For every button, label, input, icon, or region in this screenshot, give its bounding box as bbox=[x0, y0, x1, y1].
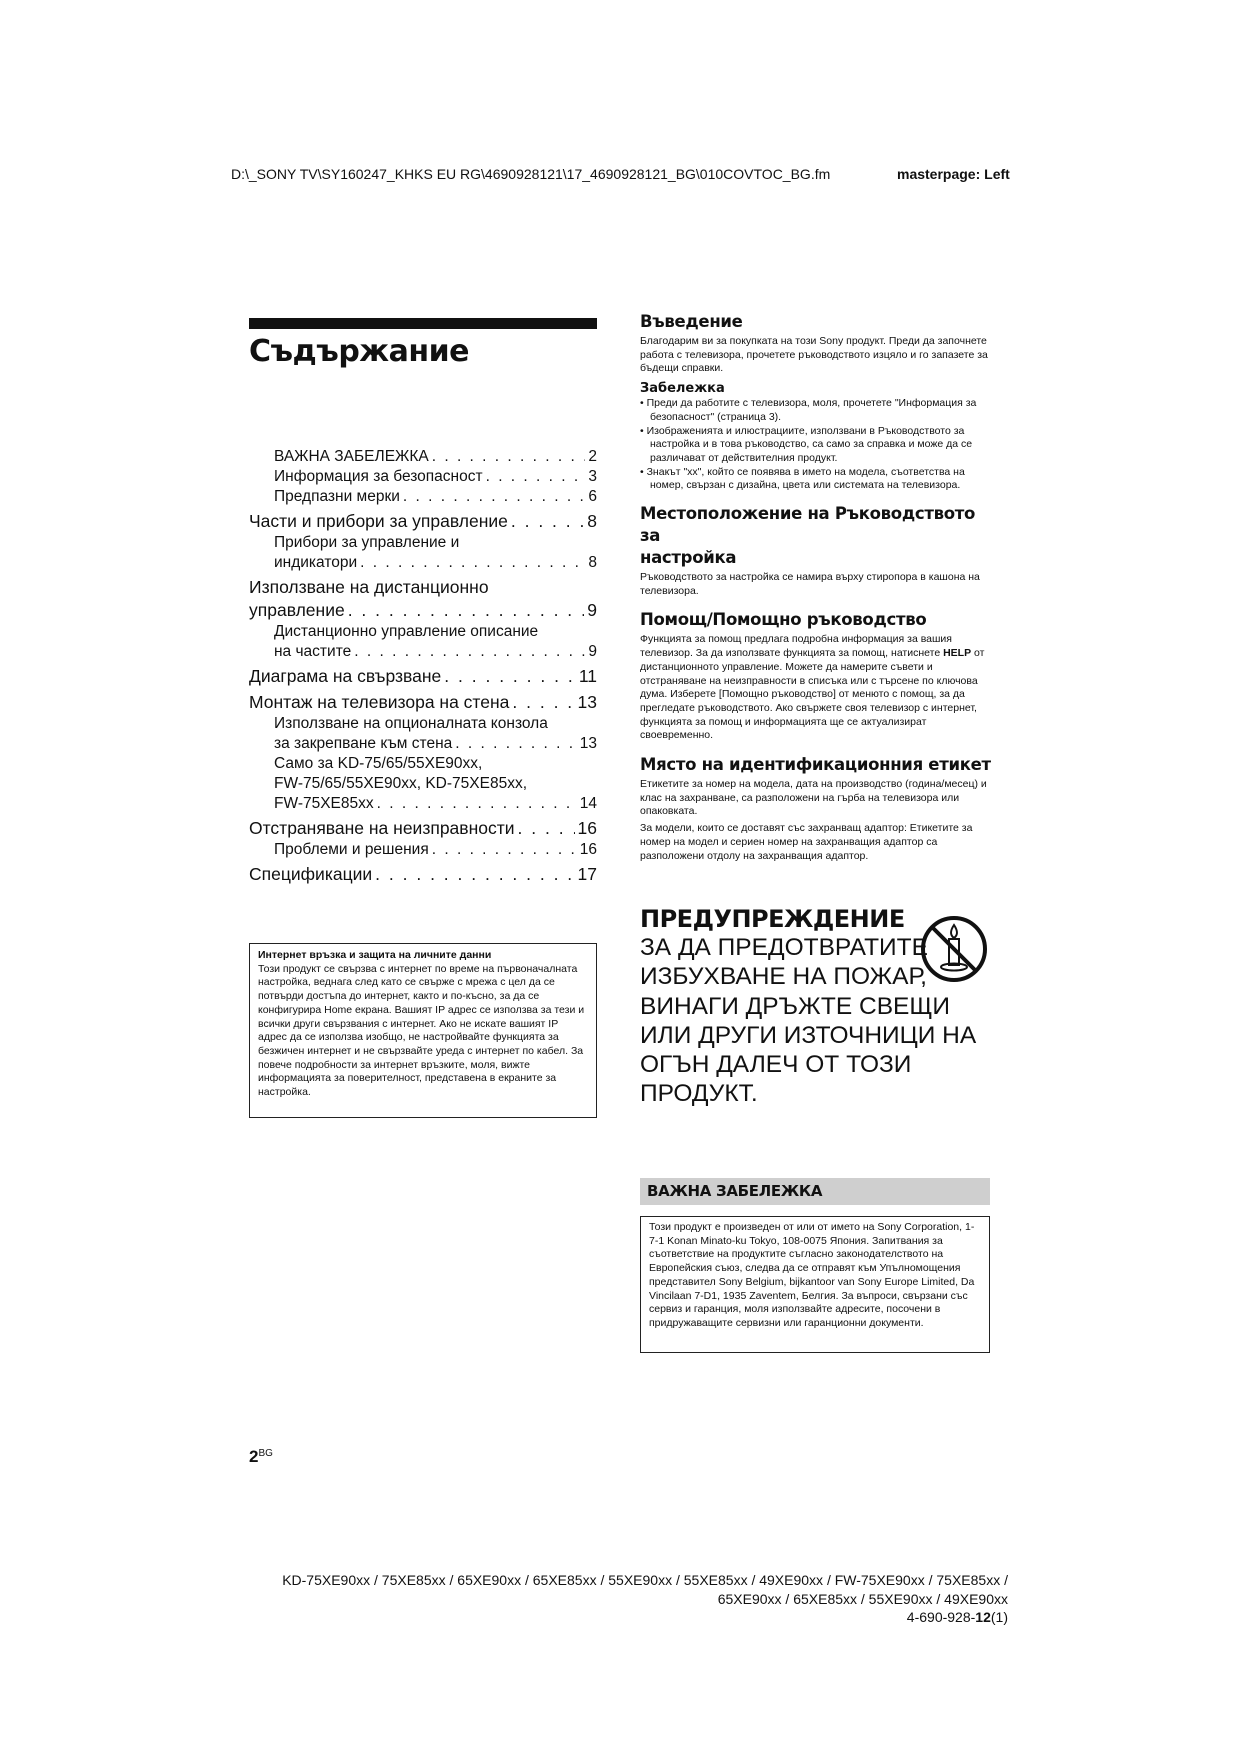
toc-entry[interactable]: Проблеми и решения . . . 16 bbox=[249, 840, 597, 860]
label-location-section bbox=[640, 754, 992, 863]
note-item: • Преди да работите с телевизора, моля, прочетете "Информация за безопасност" (страница 3). bbox=[640, 397, 977, 423]
toc-title: Съдържание bbox=[249, 334, 469, 369]
location-heading-line1: Местоположение на Ръководството за bbox=[640, 504, 976, 546]
toc-entry[interactable]: Информация за безопасност . . . 3 bbox=[249, 467, 597, 487]
label-heading: Място на идентификационния етикет bbox=[640, 755, 991, 775]
note-item: • Изображенията и илюстрациите, използвани в Ръководството за настройка и в това ръководство, са само за справка и може да се различават от действителния продукт. bbox=[640, 424, 973, 464]
important-notice-box bbox=[640, 1216, 990, 1353]
warning-title: ПРЕДУПРЕЖДЕНИЕ bbox=[640, 905, 905, 933]
toc-entry[interactable]: Спецификации . . . 17 bbox=[249, 863, 597, 886]
intro-heading: Въведение bbox=[640, 312, 743, 331]
location-body: Ръководството за настройка се намира върху стиропора в кашона на телевизора. bbox=[640, 571, 980, 597]
warning-body: ЗА ДА ПРЕДОТВРАТИТЕ ИЗБУХВАНЕ НА ПОЖАР, ВИНАГИ ДРЪЖТЕ СВЕЩИ ИЛИ ДРУГИ ИЗТОЧНИЦИ НА ОГЪН ДАЛЕЧ ОТ ТОЗИ ПРОДУКТ. bbox=[640, 934, 977, 1108]
toc-entry[interactable]: Дистанционно управление описание на частите . . . 9 bbox=[249, 622, 597, 662]
table-of-contents bbox=[249, 447, 597, 886]
masterpage-label: masterpage: Left bbox=[897, 166, 1010, 182]
notice-title: Интернет връзка и защита на личните данни bbox=[258, 949, 492, 961]
notice-body: Този продукт се свързва с интернет по време на първоначалната настройка, веднага след като се свърже с мрежа с цел да се потвърди достъпа до интернет, както и по-късно, за да се конфигурира Home екрана. Вашият IP адрес се използва за тези и всички други свързвания с интернет. Ако не искате вашият IP адрес да се използва изобщо, не настройвайте функцията за безжичен интернет и не свързвайте уреда с интернет по кабел. За повече подробности за интернет връзките, моля, вижте информацията за поверителност, представена в екраните за настройка. bbox=[258, 962, 585, 1099]
no-open-flame-icon bbox=[919, 914, 989, 984]
toc-entry[interactable]: Отстраняване на неизправности . . . 16 bbox=[249, 817, 597, 840]
toc-entry[interactable]: Използване на дистанционно управление . . . 9 bbox=[249, 576, 597, 622]
file-path-header: D:\_SONY TV\SY160247_KHKS EU RG\4690928121\17_4690928121_BG\010COVTOC_BG.fm bbox=[231, 166, 831, 182]
help-body: Функцията за помощ предлага подробна информация за вашия телевизор. За да използвате функцията за помощ, натиснете HELP от дистанционното управление. Можете да намерите съвети и отстраняване на неизправности в списъка или с търсене по ключова дума. Изберете [Помощно ръководство] от менюто с помощ, за да прегледате ръководството. Ако свържете своя телевизор с интернет, функцията за помощ и информацията ще се актуализират своевременно. bbox=[640, 633, 985, 742]
note-item: • Знакът "xx", който се появява в името на модела, съответства на номер, свързан с дизайна, цвета или системата на телевизора. bbox=[640, 465, 965, 492]
help-section bbox=[640, 609, 992, 743]
toc-entry[interactable]: ВАЖНА ЗАБЕЛЕЖКА . . . 2 bbox=[249, 447, 597, 467]
toc-entry[interactable]: Само за KD-75/65/55XE90xx, FW-75/65/55XE90xx, KD-75XE85xx, FW-75XE85xx . . . 14 bbox=[249, 754, 597, 814]
model-footer bbox=[282, 1571, 1008, 1627]
toc-entry[interactable]: Диаграма на свързване . . . 11 bbox=[249, 665, 597, 688]
page-number: $2^{BG}$ bbox=[249, 1447, 273, 1466]
help-heading: Помощ/Помощно ръководство bbox=[640, 610, 927, 630]
model-list-line1: KD-75XE90xx / 75XE85xx / 65XE90xx / 65XE85xx / 55XE90xx / 55XE85xx / 49XE90xx / FW-75XE90xx / 75XE85xx / bbox=[282, 1572, 1008, 1588]
label-body-1: Етикетите за номер на модела, дата на производство (година/месец) и клас на захранване, са разположени на гърба на телевизора или опаковката. bbox=[640, 778, 987, 818]
page-language: BG bbox=[258, 1448, 273, 1459]
location-heading-line2: настройка bbox=[640, 548, 737, 568]
toc-entry[interactable]: Предпазни мерки . . . 6 bbox=[249, 487, 597, 507]
important-notice-heading: ВАЖНА ЗАБЕЛЕЖКА bbox=[640, 1178, 990, 1205]
internet-privacy-notice bbox=[249, 943, 597, 1118]
help-key-label: HELP bbox=[943, 647, 972, 660]
document-code: 4-690-928-12(1) bbox=[906, 1609, 1008, 1625]
note-heading: Забележка bbox=[640, 381, 725, 397]
toc-entry[interactable]: Използване на опционалната конзола за закрепване към стена . . . 13 bbox=[249, 714, 597, 754]
setup-guide-location-section bbox=[640, 503, 992, 598]
intro-section bbox=[640, 311, 992, 863]
intro-body: Благодарим ви за покупката на този Sony продукт. Преди да започнете работа с телевизора, прочетете ръководството изцяло и го запазете за бъдещи справки. bbox=[640, 335, 988, 375]
toc-entry[interactable]: Прибори за управление и индикатори . . . 8 bbox=[249, 533, 597, 573]
important-notice-body: Този продукт е произведен от или от името на Sony Corporation, 1-7-1 Konan Minato-ku Tokyo, 108-0075 Япония. Запитвания за съответствие на продуктите съгласно законодателството на Европейския съюз, следва да се отправят към Упълномощения представител Sony Belgium, bijkantoor van Sony Europe Limited, Da Vincilaan 7-D1, 1935 Zaventem, Белгия. За въпроси, свързани със сервиз и гаранция, моля използвайте адресите, посочени в придружаващите сервизни или гаранционни документи. bbox=[649, 1221, 975, 1329]
label-body-2: За модели, които се доставят със захранващ адаптор: Етикетите за номер на модел и сериен номер на захранващия адаптор са разположени отдолу на захранващия адаптор. bbox=[640, 822, 973, 862]
toc-title-bar bbox=[249, 318, 597, 329]
toc-entry[interactable]: Части и прибори за управление . . . 8 bbox=[249, 510, 597, 533]
toc-entry[interactable]: Монтаж на телевизора на стена . . . 13 bbox=[249, 691, 597, 714]
model-list-line2: 65XE90xx / 65XE85xx / 55XE90xx / 49XE90xx bbox=[717, 1590, 1008, 1607]
